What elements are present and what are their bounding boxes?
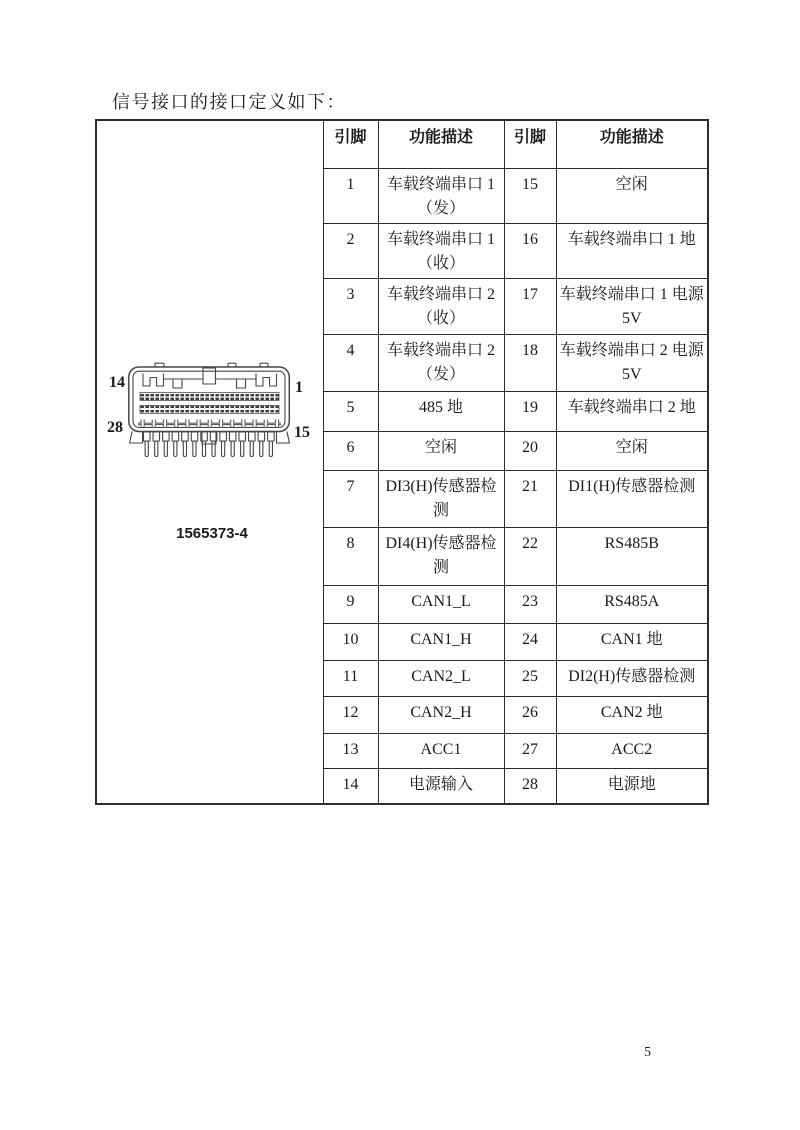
page-number: 5 <box>644 1045 651 1060</box>
pin-number-cell: 1 <box>323 168 378 223</box>
pin-number-cell: 5 <box>323 391 378 431</box>
pin-function-cell: ACC1 <box>378 733 504 768</box>
part-number-label: 1565373-4 <box>176 525 248 542</box>
pin-number-cell: 9 <box>323 585 378 623</box>
pin-function-cell: 电源地 <box>556 768 708 804</box>
pin-number-cell: 28 <box>504 768 556 804</box>
pin-function-cell: CAN2_L <box>378 660 504 696</box>
pin-function-cell: DI4(H)传感器检测 <box>378 527 504 585</box>
pin-function-cell: CAN2 地 <box>556 696 708 733</box>
table-header-row <box>96 120 708 168</box>
pin-function-cell: 车载终端串口 2（收） <box>378 278 504 334</box>
pin-function-cell: 空闲 <box>556 168 708 223</box>
pin-function-cell: 电源输入 <box>378 768 504 804</box>
pin-number-cell: 19 <box>504 391 556 431</box>
pin-label-14: 14 <box>109 374 125 391</box>
pin-label-28: 28 <box>107 419 123 436</box>
connector-diagram-icon <box>110 361 308 467</box>
pin-number-cell: 22 <box>504 527 556 585</box>
pin-number-cell: 26 <box>504 696 556 733</box>
pin-number-cell: 10 <box>323 623 378 660</box>
pin-number-cell: 25 <box>504 660 556 696</box>
pin-function-cell: DI2(H)传感器检测 <box>556 660 708 696</box>
pin-function-cell: 空闲 <box>556 431 708 470</box>
pin-function-cell: CAN2_H <box>378 696 504 733</box>
pin-function-cell: 车载终端串口 1（发） <box>378 168 504 223</box>
pin-number-cell: 3 <box>323 278 378 334</box>
pin-function-cell: 车载终端串口 2 地 <box>556 391 708 431</box>
connector-figure-cell <box>96 120 323 804</box>
pin-number-cell: 15 <box>504 168 556 223</box>
pin-function-cell: 车载终端串口 1（收） <box>378 223 504 278</box>
pin-number-cell: 18 <box>504 334 556 391</box>
pin-function-cell: CAN1 地 <box>556 623 708 660</box>
pin-number-cell: 12 <box>323 696 378 733</box>
pin-function-cell: 车载终端串口 1 地 <box>556 223 708 278</box>
pin-definition-table <box>95 119 709 805</box>
pin-function-cell: RS485A <box>556 585 708 623</box>
pin-number-cell: 7 <box>323 470 378 527</box>
pin-function-cell: 空闲 <box>378 431 504 470</box>
pin-label-1: 1 <box>295 379 303 396</box>
pin-function-cell: 车载终端串口 2（发） <box>378 334 504 391</box>
col-header-function: 功能描述 <box>556 120 708 168</box>
pin-function-cell: 车载终端串口 1 电源 5V <box>556 278 708 334</box>
pin-number-cell: 27 <box>504 733 556 768</box>
pin-function-cell: DI3(H)传感器检测 <box>378 470 504 527</box>
pin-function-cell: CAN1_L <box>378 585 504 623</box>
pin-label-15: 15 <box>294 424 310 441</box>
pin-function-cell: DI1(H)传感器检测 <box>556 470 708 527</box>
pin-number-cell: 23 <box>504 585 556 623</box>
pin-function-cell: RS485B <box>556 527 708 585</box>
pin-number-cell: 21 <box>504 470 556 527</box>
pin-number-cell: 16 <box>504 223 556 278</box>
section-title: 信号接口的接口定义如下： <box>112 92 346 112</box>
pin-number-cell: 8 <box>323 527 378 585</box>
col-header-function: 功能描述 <box>378 120 504 168</box>
pin-function-cell: ACC2 <box>556 733 708 768</box>
pin-function-cell: 485 地 <box>378 391 504 431</box>
pin-number-cell: 6 <box>323 431 378 470</box>
pin-number-cell: 11 <box>323 660 378 696</box>
pin-number-cell: 17 <box>504 278 556 334</box>
pin-number-cell: 20 <box>504 431 556 470</box>
col-header-pin: 引脚 <box>504 120 556 168</box>
pin-number-cell: 13 <box>323 733 378 768</box>
pin-function-cell: CAN1_H <box>378 623 504 660</box>
pin-number-cell: 24 <box>504 623 556 660</box>
pin-number-cell: 14 <box>323 768 378 804</box>
pin-number-cell: 2 <box>323 223 378 278</box>
pin-function-cell: 车载终端串口 2 电源 5V <box>556 334 708 391</box>
pin-number-cell: 4 <box>323 334 378 391</box>
col-header-pin: 引脚 <box>323 120 378 168</box>
